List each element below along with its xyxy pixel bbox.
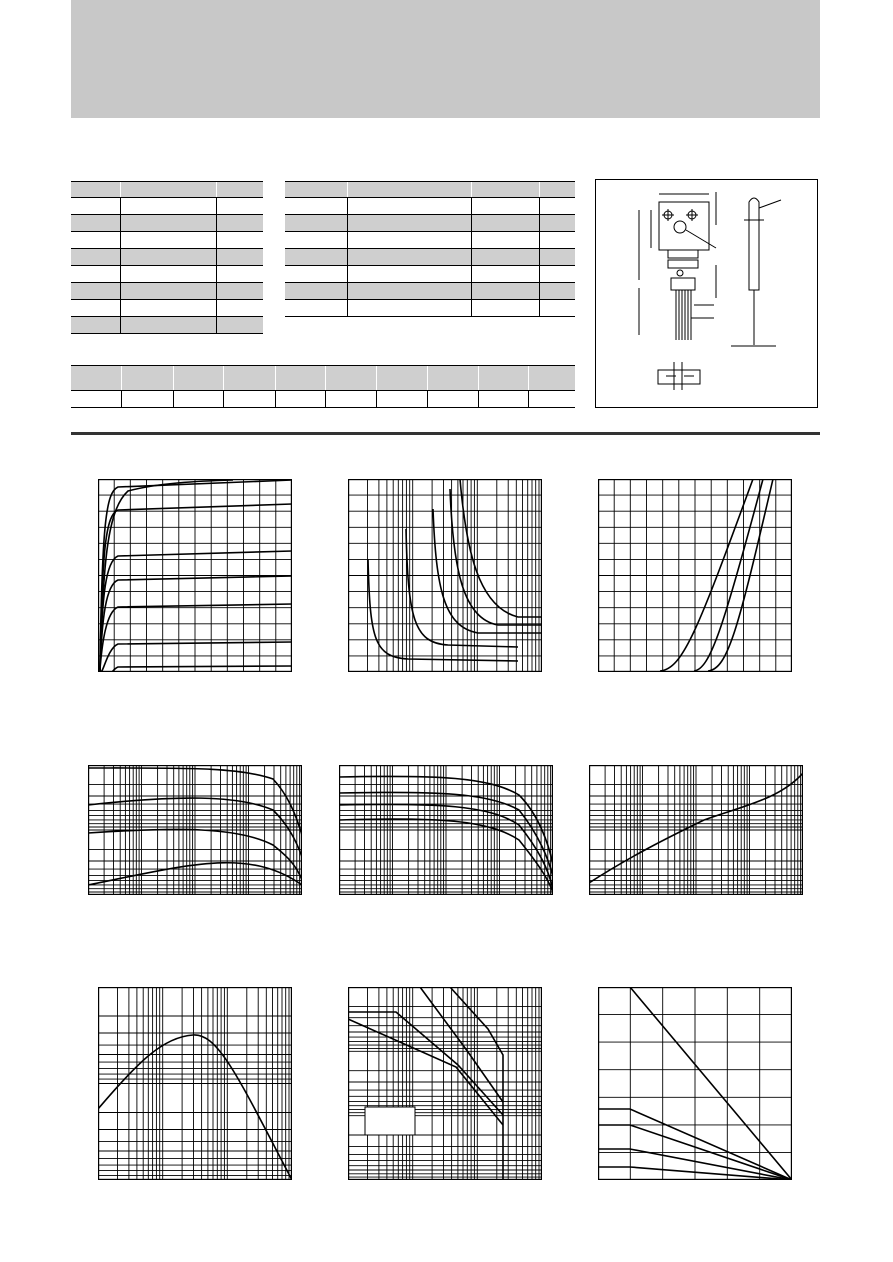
graph-curve	[348, 1012, 503, 1115]
table-row	[71, 232, 263, 249]
graph-curve	[100, 551, 292, 669]
graph-curve	[460, 479, 542, 617]
table-row	[285, 249, 575, 266]
spec-table-right	[285, 181, 575, 317]
graph-4	[88, 765, 302, 895]
graph-7	[98, 987, 292, 1180]
table-row	[71, 266, 263, 283]
table-row	[285, 266, 575, 283]
graph-9	[598, 987, 792, 1180]
table-row	[71, 215, 263, 232]
table-row	[71, 366, 575, 391]
table-row	[285, 300, 575, 317]
table-row	[71, 317, 263, 334]
graph-curve	[100, 604, 292, 669]
graph-1	[98, 479, 292, 672]
graph-5	[339, 765, 553, 895]
graph-3	[598, 479, 792, 672]
section-divider	[71, 432, 820, 435]
graph-curve	[100, 480, 292, 669]
table-row	[285, 182, 575, 198]
header-banner	[71, 0, 820, 118]
package-outline-svg	[596, 180, 817, 407]
graph-8	[348, 987, 542, 1180]
table-row	[71, 182, 263, 198]
package-drawing	[595, 179, 818, 408]
table-row	[71, 198, 263, 215]
graph-curve	[660, 479, 753, 671]
graph-curve	[406, 529, 518, 647]
graph-2	[348, 479, 542, 672]
graph-curve	[100, 576, 292, 669]
graph-curve	[378, 987, 503, 1102]
spec-table-left	[71, 181, 263, 334]
graph-curve	[694, 479, 763, 671]
table-row	[71, 283, 263, 300]
table-row	[285, 215, 575, 232]
table-row	[71, 249, 263, 266]
param-table	[71, 365, 575, 408]
table-row	[71, 391, 575, 408]
table-row	[285, 198, 575, 215]
table-row	[71, 300, 263, 317]
legend-box	[365, 1107, 415, 1135]
table-row	[285, 232, 575, 249]
table-row	[285, 283, 575, 300]
graph-6	[589, 765, 803, 895]
